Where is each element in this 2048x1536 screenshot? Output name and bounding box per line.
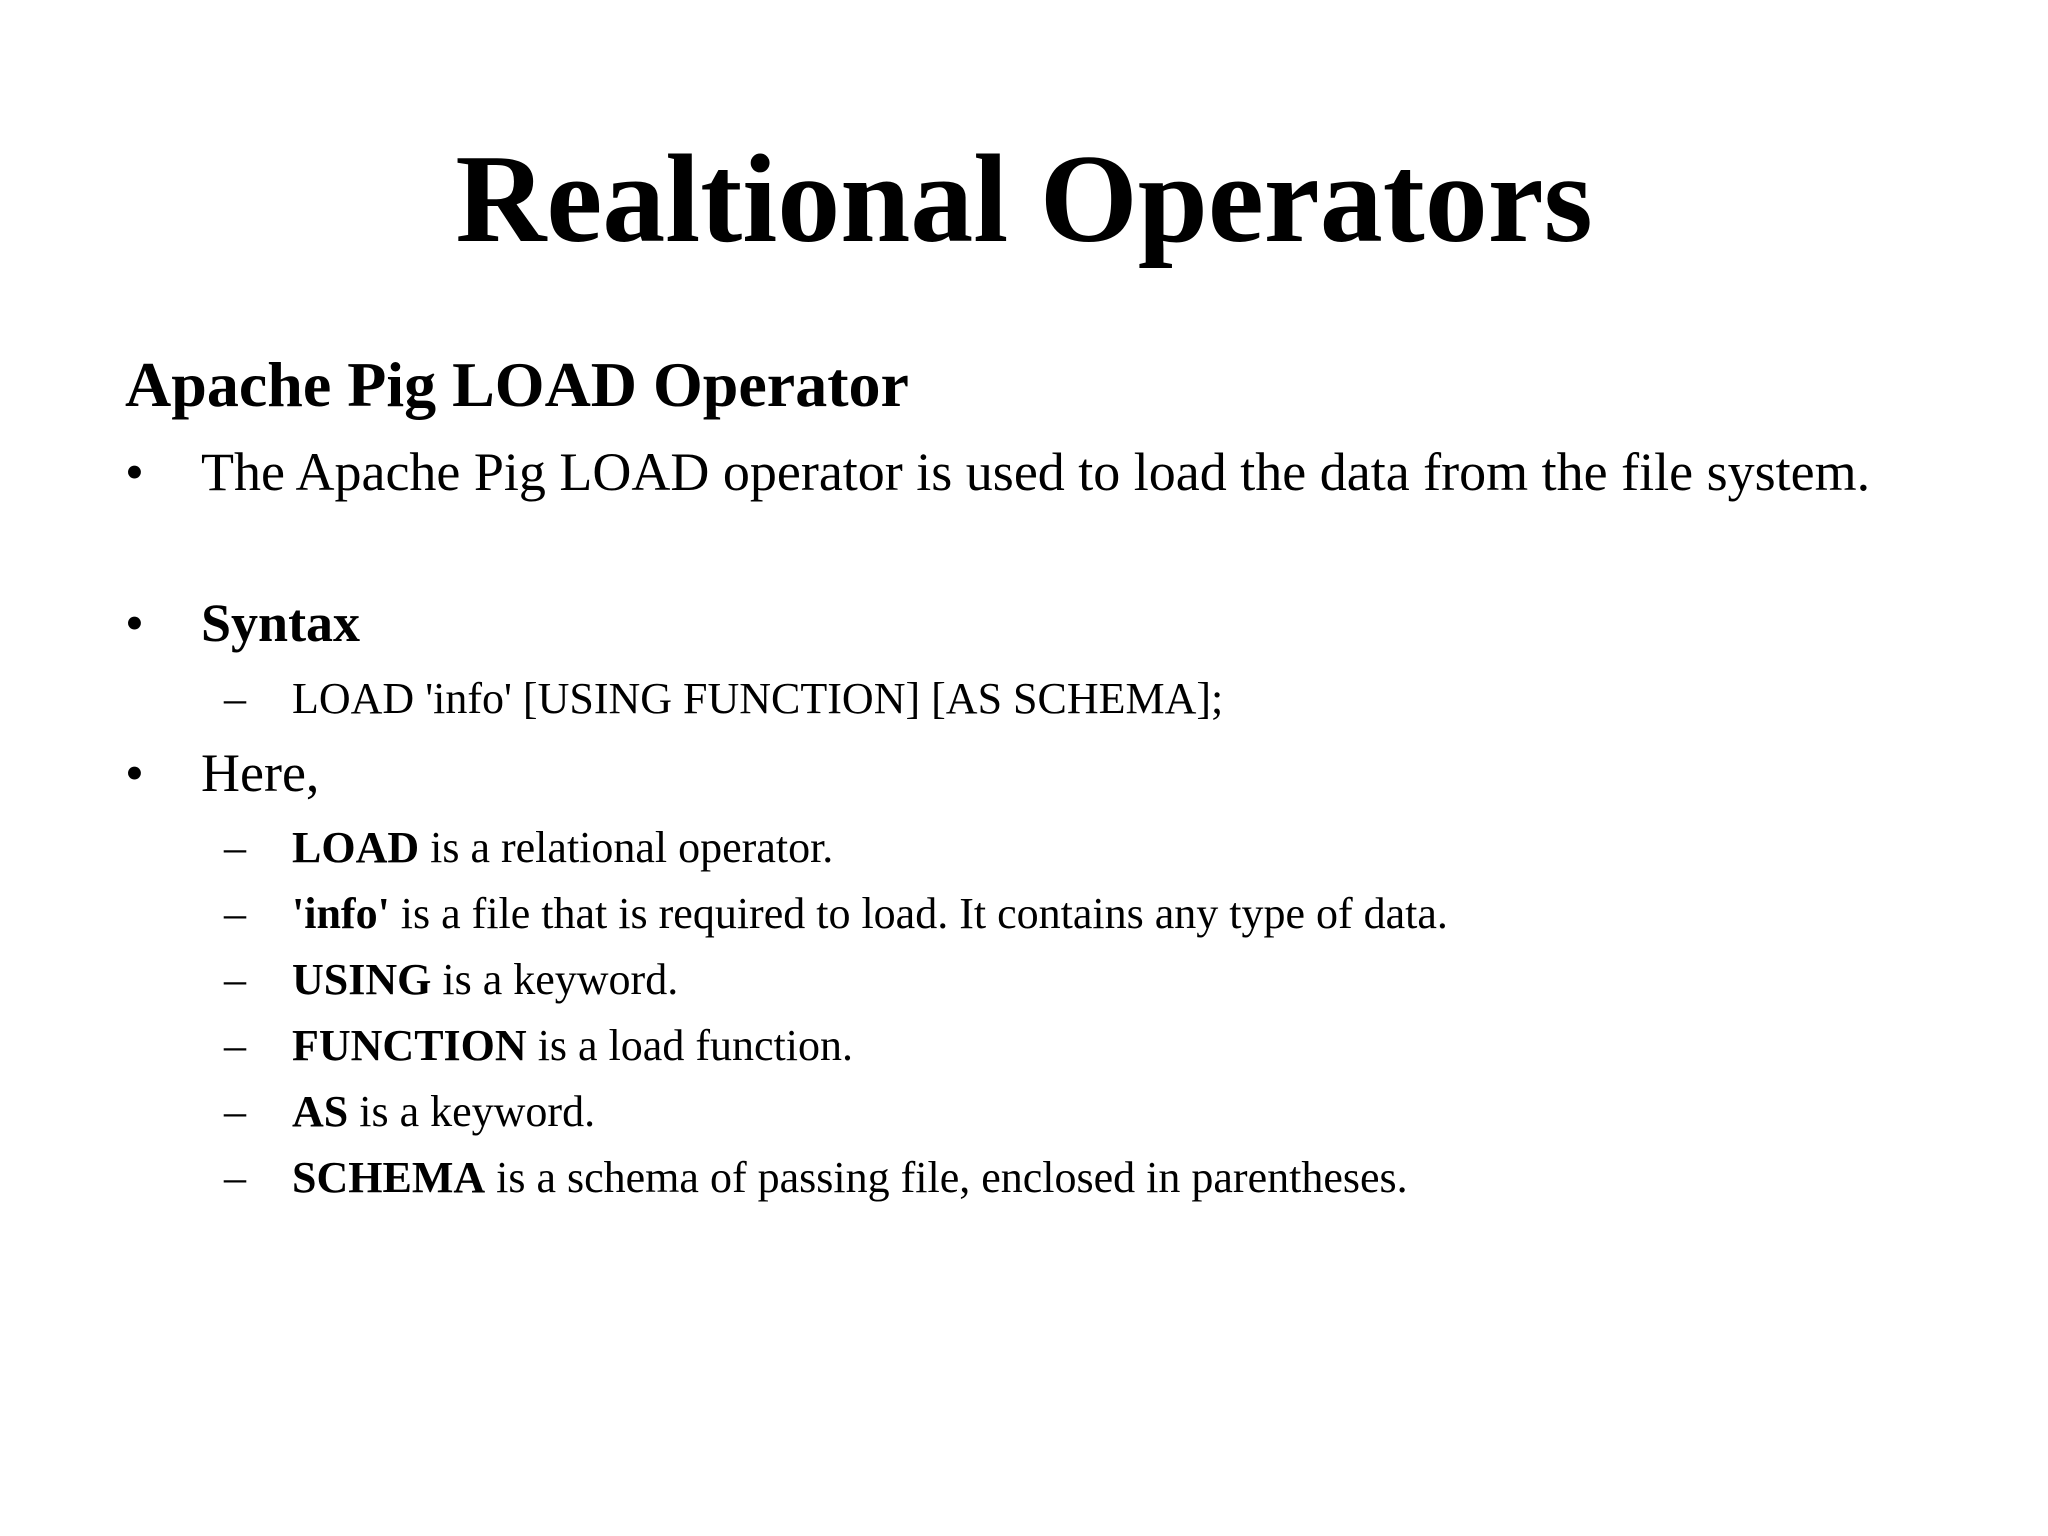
sub-marker: – (224, 674, 246, 723)
sub-item-using (224, 952, 1824, 1008)
bullet-marker: • (125, 743, 144, 803)
bullet-text: Here, (201, 743, 320, 803)
sub-item-text (292, 1084, 595, 1140)
description: is a keyword. (348, 1087, 596, 1136)
term: AS (292, 1087, 349, 1136)
description: is a relational operator. (419, 823, 834, 872)
sub-marker: – (224, 1153, 246, 1202)
bullet-item-syntax (125, 588, 1935, 658)
bullet-marker: • (125, 442, 144, 502)
term: LOAD (292, 823, 420, 872)
bullet-item-here (125, 738, 1935, 808)
sub-marker: – (224, 1021, 246, 1070)
bullet-item-description (125, 437, 1935, 577)
sub-item-schema (224, 1150, 1824, 1206)
sub-item-syntax-line (224, 671, 1824, 727)
sub-item-as (224, 1084, 1824, 1140)
sub-item-info (224, 886, 1824, 942)
sub-item-load (224, 820, 1824, 876)
section-heading: Apache Pig LOAD Operator (125, 349, 909, 420)
description: is a load function. (526, 1021, 853, 1070)
sub-marker: – (224, 1087, 246, 1136)
sub-item-function (224, 1018, 1824, 1074)
term: 'info' (292, 889, 390, 938)
sub-marker: – (224, 955, 246, 1004)
sub-item-text (292, 820, 833, 876)
slide-title: Realtional Operators (455, 130, 1593, 269)
sub-item-text (292, 1018, 853, 1074)
term: USING (292, 955, 432, 1004)
bullet-text: Syntax (201, 593, 361, 653)
term: FUNCTION (292, 1021, 527, 1070)
sub-marker: – (224, 889, 246, 938)
description: is a keyword. (431, 955, 679, 1004)
sub-item-text (292, 1150, 1408, 1206)
term: SCHEMA (292, 1153, 486, 1202)
sub-item-text (292, 952, 678, 1008)
description: is a file that is required to load. It contains any type of data. (389, 889, 1448, 938)
bullet-text: The Apache Pig LOAD operator is used to load the data from the file system. (201, 442, 1871, 502)
sub-item-text (292, 886, 1448, 942)
description: is a schema of passing file, enclosed in parentheses. (485, 1153, 1408, 1202)
sub-marker: – (224, 823, 246, 872)
syntax-code-text: LOAD 'info' [USING FUNCTION] [AS SCHEMA]; (292, 674, 1224, 723)
bullet-marker: • (125, 593, 144, 653)
